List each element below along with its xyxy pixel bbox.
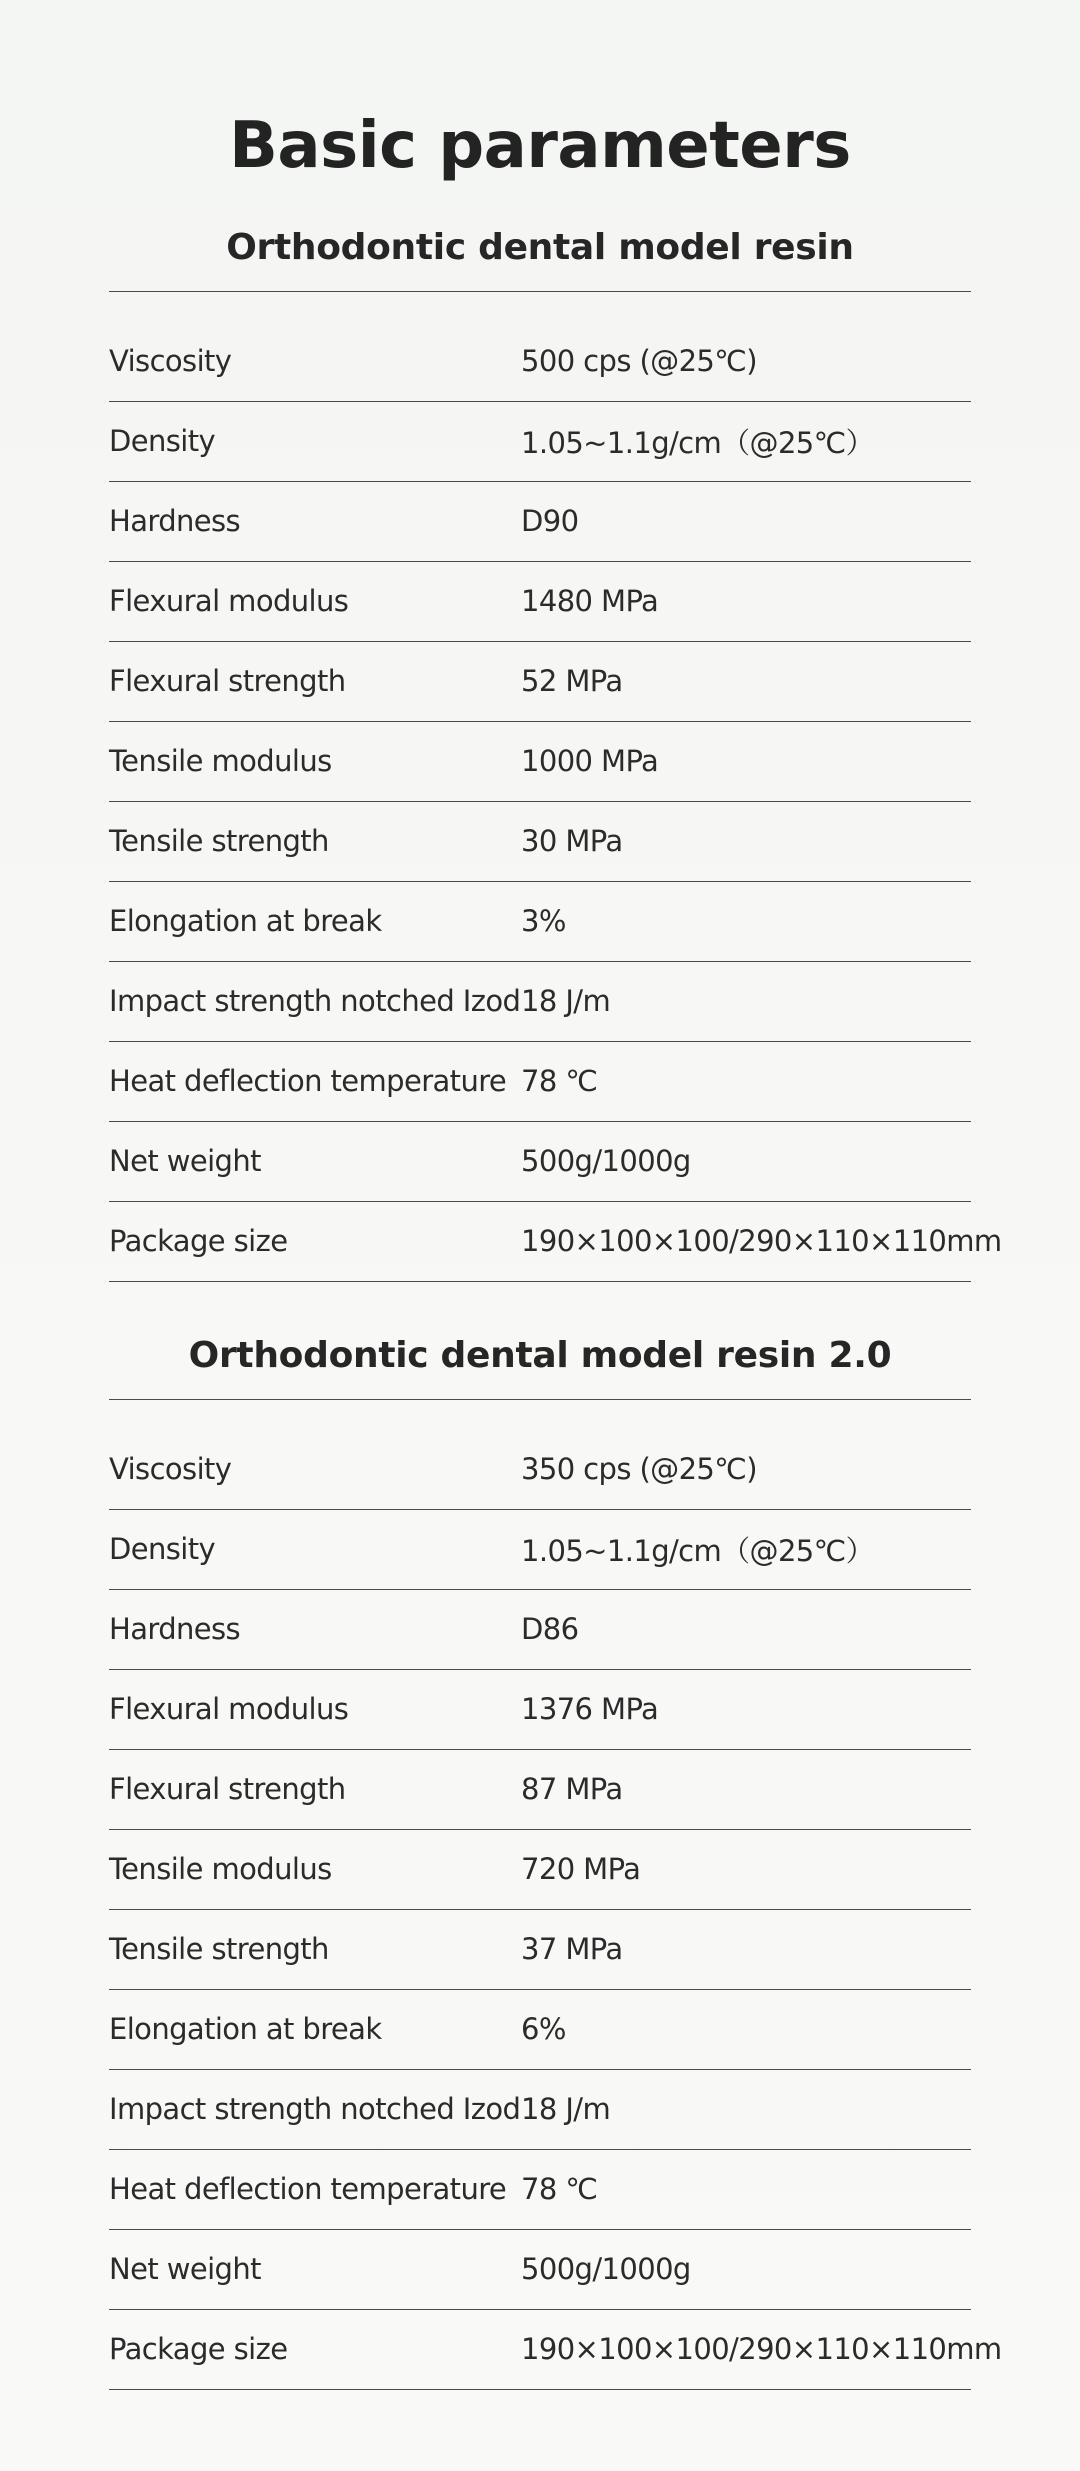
spec-row-elongation-at-break [109,882,971,962]
spec-value: 78 ℃ [521,1064,598,1099]
spec-value: 1.05~1.1g/cm（@25℃） [521,1533,875,1568]
spec-label: Impact strength notched Izod [109,984,521,1019]
spec-row-package-size [109,2310,1002,2390]
spec-row-net-weight [109,1122,971,1202]
spec-table [109,1430,1002,2390]
spec-label: Hardness [109,1612,241,1647]
spec-label: Flexural strength [109,664,346,699]
spec-value: 1.05~1.1g/cm（@25℃） [521,425,875,460]
spec-row-flexural-strength [109,642,971,722]
spec-row-tensile-strength [109,802,971,882]
spec-section-resin-2 [109,1293,1002,2390]
spec-row-viscosity [109,1430,971,1510]
spec-row-tensile-strength [109,1910,971,1990]
spec-label: Tensile strength [109,824,329,859]
spec-label: Viscosity [109,344,232,379]
spec-label: Elongation at break [109,904,382,939]
spec-label: Net weight [109,2252,261,2287]
spec-value: 18 J/m [521,984,611,1019]
spec-value: 30 MPa [521,824,623,859]
spec-label: Heat deflection temperature [109,2172,507,2207]
spec-label: Viscosity [109,1452,232,1487]
spec-row-elongation-at-break [109,1990,971,2070]
spec-value: 78 ℃ [521,2172,598,2207]
spec-row-flexural-modulus [109,562,971,642]
spec-label: Package size [109,1224,288,1259]
spec-value: 1376 MPa [521,1692,659,1727]
spec-row-density [109,402,971,482]
spec-row-hardness [109,482,971,562]
spec-row-density [109,1510,971,1590]
spec-value: 1480 MPa [521,584,659,619]
spec-label: Tensile strength [109,1932,329,1967]
spec-label: Flexural modulus [109,1692,349,1727]
spec-value: 37 MPa [521,1932,623,1967]
section-title: Orthodontic dental model resin [109,215,971,292]
page-title: Basic parameters [229,108,851,183]
spec-label: Flexural strength [109,1772,346,1807]
spec-label: Density [109,424,216,459]
spec-row-heat-deflection [109,2150,971,2230]
spec-value: 500 cps (@25℃) [521,344,757,379]
spec-label: Flexural modulus [109,584,349,619]
spec-section-resin [109,185,1002,1282]
spec-label: Density [109,1532,216,1567]
spec-label: Tensile modulus [109,1852,332,1887]
section-title: Orthodontic dental model resin 2.0 [109,1323,971,1400]
spec-label: Net weight [109,1144,261,1179]
spec-value: 190×100×100/290×110×110mm [521,1224,1002,1259]
spec-value: 190×100×100/290×110×110mm [521,2332,1002,2367]
spec-label: Impact strength notched Izod [109,2092,521,2127]
spec-row-tensile-modulus [109,722,971,802]
spec-value: 500g/1000g [521,1144,691,1179]
spec-table [109,322,1002,1282]
spec-row-tensile-modulus [109,1830,971,1910]
spec-label: Hardness [109,504,241,539]
spec-row-net-weight [109,2230,971,2310]
spec-row-package-size [109,1202,1002,1282]
spec-label: Package size [109,2332,288,2367]
spec-value: 1000 MPa [521,744,659,779]
spec-value: D86 [521,1612,579,1647]
spec-row-impact-strength [109,962,971,1042]
spec-row-viscosity [109,322,971,402]
spec-value: 3% [521,904,566,939]
spec-value: 350 cps (@25℃) [521,1452,757,1487]
spec-value: 18 J/m [521,2092,611,2127]
spec-row-flexural-modulus [109,1670,971,1750]
spec-value: 6% [521,2012,566,2047]
spec-row-heat-deflection [109,1042,971,1122]
spec-label: Heat deflection temperature [109,1064,507,1099]
spec-value: 87 MPa [521,1772,623,1807]
spec-value: 52 MPa [521,664,623,699]
spec-value: 500g/1000g [521,2252,691,2287]
spec-value: D90 [521,504,579,539]
spec-label: Tensile modulus [109,744,332,779]
spec-row-impact-strength [109,2070,971,2150]
spec-row-flexural-strength [109,1750,971,1830]
spec-label: Elongation at break [109,2012,382,2047]
spec-row-hardness [109,1590,971,1670]
spec-value: 720 MPa [521,1852,641,1887]
